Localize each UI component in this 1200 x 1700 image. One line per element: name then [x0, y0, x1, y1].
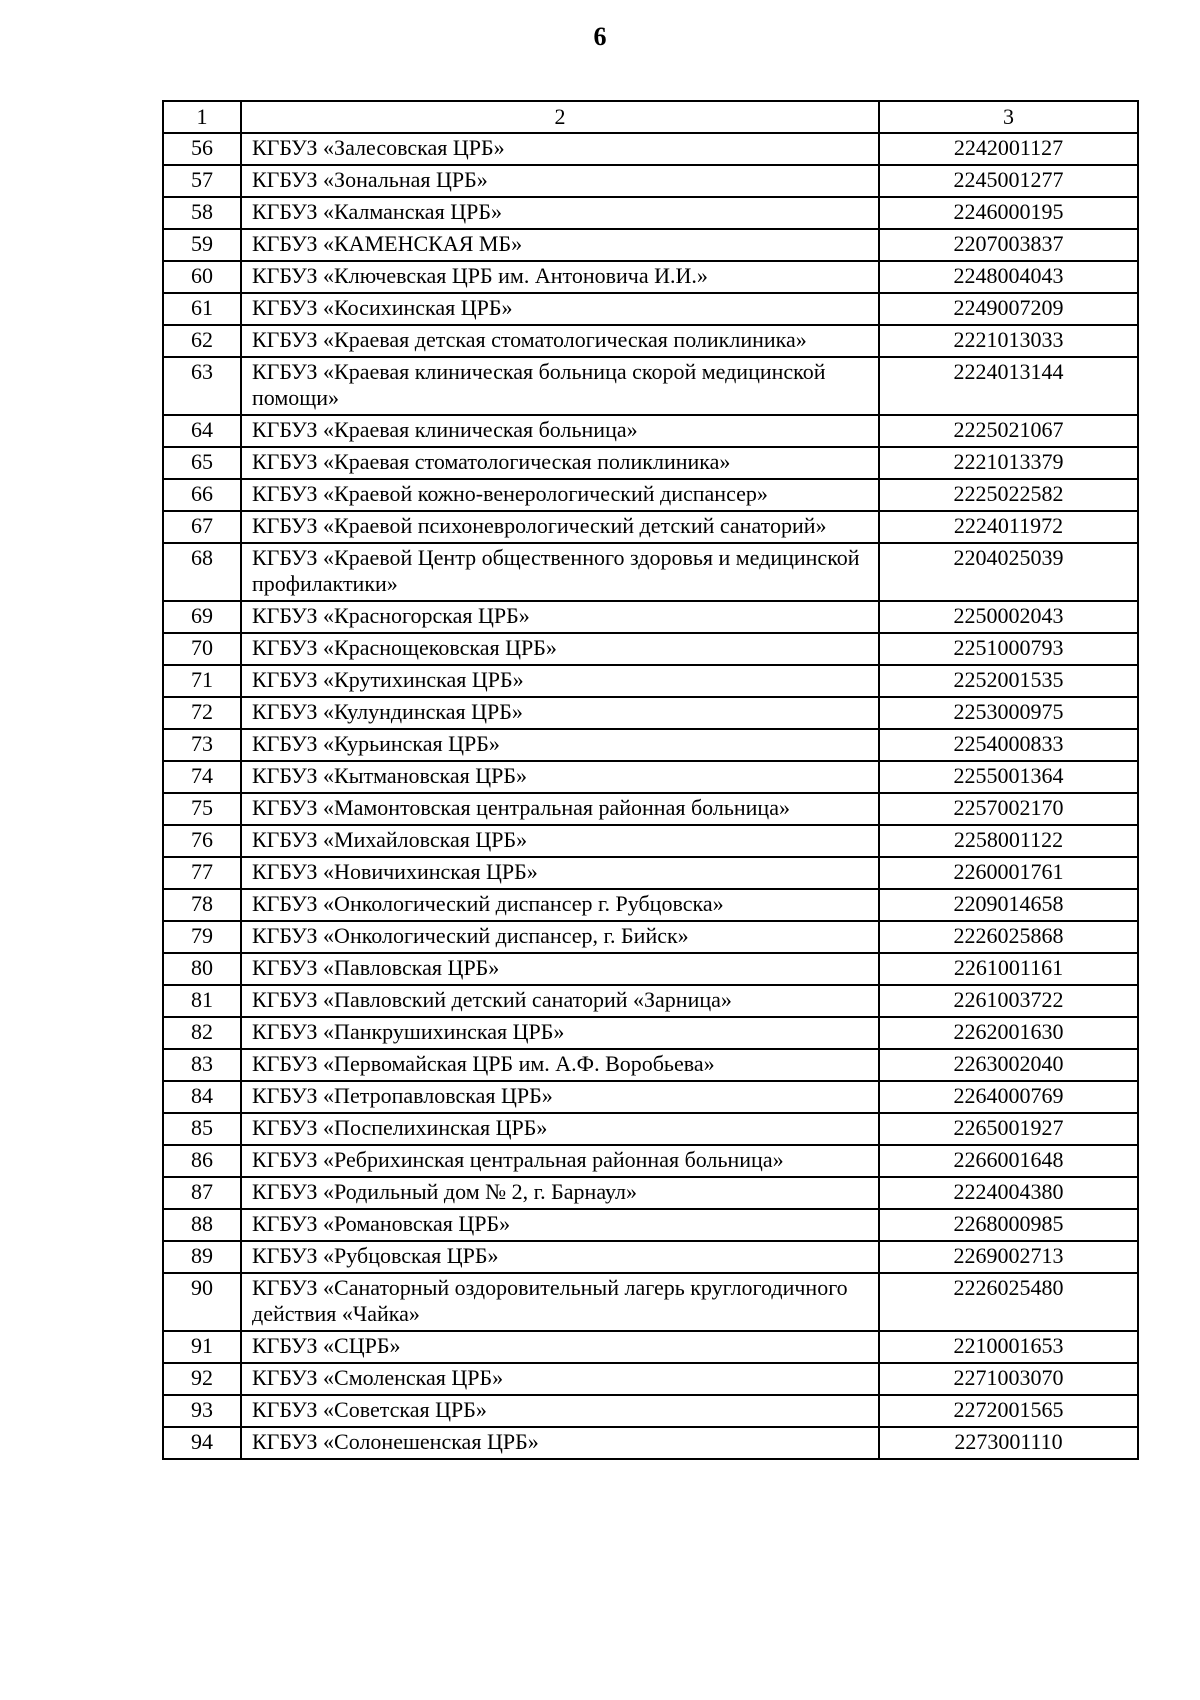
table-row	[163, 953, 1138, 985]
row-number: 56	[163, 133, 241, 165]
table-row	[163, 1241, 1138, 1273]
organization-inn: 2249007209	[879, 293, 1138, 325]
row-number: 76	[163, 825, 241, 857]
organization-name: КГБУЗ «Кулундинская ЦРБ»	[241, 697, 879, 729]
organization-inn: 2248004043	[879, 261, 1138, 293]
table-row	[163, 165, 1138, 197]
organization-name: КГБУЗ «Онкологический диспансер, г. Бийск»	[241, 921, 879, 953]
table-row	[163, 857, 1138, 889]
row-number: 77	[163, 857, 241, 889]
table-row	[163, 665, 1138, 697]
row-number: 66	[163, 479, 241, 511]
row-number: 70	[163, 633, 241, 665]
organization-inn: 2242001127	[879, 133, 1138, 165]
organization-inn: 2255001364	[879, 761, 1138, 793]
organization-inn: 2210001653	[879, 1331, 1138, 1363]
organization-name: КГБУЗ «Краевая клиническая больница скорой медицинской помощи»	[241, 357, 879, 415]
organization-inn: 2264000769	[879, 1081, 1138, 1113]
table-row	[163, 601, 1138, 633]
table-row	[163, 1395, 1138, 1427]
row-number: 82	[163, 1017, 241, 1049]
table-row	[163, 293, 1138, 325]
row-number: 93	[163, 1395, 241, 1427]
table-row	[163, 261, 1138, 293]
organization-name: КГБУЗ «Краевой кожно-венерологический диспансер»	[241, 479, 879, 511]
organization-name: КГБУЗ «Залесовская ЦРБ»	[241, 133, 879, 165]
organization-name: КГБУЗ «Краевая детская стоматологическая поликлиника»	[241, 325, 879, 357]
organization-name: КГБУЗ «Рубцовская ЦРБ»	[241, 1241, 879, 1273]
organization-inn: 2266001648	[879, 1145, 1138, 1177]
organization-name: КГБУЗ «Петропавловская ЦРБ»	[241, 1081, 879, 1113]
table-row	[163, 229, 1138, 261]
row-number: 67	[163, 511, 241, 543]
organization-name: КГБУЗ «Краевая стоматологическая поликлиника»	[241, 447, 879, 479]
organization-name: КГБУЗ «Ребрихинская центральная районная больница»	[241, 1145, 879, 1177]
table-row	[163, 985, 1138, 1017]
organization-name: КГБУЗ «Калманская ЦРБ»	[241, 197, 879, 229]
organization-inn: 2226025868	[879, 921, 1138, 953]
table-row	[163, 325, 1138, 357]
row-number: 63	[163, 357, 241, 415]
row-number: 74	[163, 761, 241, 793]
table-row	[163, 197, 1138, 229]
table-row	[163, 357, 1138, 415]
organization-name: КГБУЗ «Курьинская ЦРБ»	[241, 729, 879, 761]
row-number: 84	[163, 1081, 241, 1113]
table-row	[163, 479, 1138, 511]
organization-name: КГБУЗ «КАМЕНСКАЯ МБ»	[241, 229, 879, 261]
organization-name: КГБУЗ «СЦРБ»	[241, 1331, 879, 1363]
organization-name: КГБУЗ «Косихинская ЦРБ»	[241, 293, 879, 325]
row-number: 72	[163, 697, 241, 729]
organization-inn: 2226025480	[879, 1273, 1138, 1331]
table-row	[163, 133, 1138, 165]
organization-name: КГБУЗ «Мамонтовская центральная районная больница»	[241, 793, 879, 825]
organization-name: КГБУЗ «Зональная ЦРБ»	[241, 165, 879, 197]
column-header-name: 2	[241, 101, 879, 133]
row-number: 90	[163, 1273, 241, 1331]
organization-name: КГБУЗ «Крутихинская ЦРБ»	[241, 665, 879, 697]
column-header-number: 1	[163, 101, 241, 133]
organization-name: КГБУЗ «Краевой Центр общественного здоровья и медицинской профилактики»	[241, 543, 879, 601]
table-row	[163, 511, 1138, 543]
organization-inn: 2269002713	[879, 1241, 1138, 1273]
organization-inn: 2209014658	[879, 889, 1138, 921]
row-number: 92	[163, 1363, 241, 1395]
table-row	[163, 729, 1138, 761]
table-row	[163, 1427, 1138, 1459]
table-row	[163, 1331, 1138, 1363]
organization-inn: 2262001630	[879, 1017, 1138, 1049]
organization-inn: 2263002040	[879, 1049, 1138, 1081]
row-number: 64	[163, 415, 241, 447]
organization-name: КГБУЗ «Новичихинская ЦРБ»	[241, 857, 879, 889]
row-number: 69	[163, 601, 241, 633]
organization-name: КГБУЗ «Павловская ЦРБ»	[241, 953, 879, 985]
row-number: 57	[163, 165, 241, 197]
organization-inn: 2257002170	[879, 793, 1138, 825]
row-number: 89	[163, 1241, 241, 1273]
row-number: 68	[163, 543, 241, 601]
column-header-inn: 3	[879, 101, 1138, 133]
organization-inn: 2254000833	[879, 729, 1138, 761]
table-row	[163, 921, 1138, 953]
organization-inn: 2271003070	[879, 1363, 1138, 1395]
organization-inn: 2204025039	[879, 543, 1138, 601]
organization-name: КГБУЗ «Павловский детский санаторий «Зарница»	[241, 985, 879, 1017]
row-number: 81	[163, 985, 241, 1017]
table-row	[163, 1363, 1138, 1395]
table-body	[163, 133, 1138, 1459]
table-row	[163, 1145, 1138, 1177]
organization-inn: 2272001565	[879, 1395, 1138, 1427]
row-number: 78	[163, 889, 241, 921]
table-row	[163, 415, 1138, 447]
table-row	[163, 793, 1138, 825]
row-number: 62	[163, 325, 241, 357]
organization-inn: 2260001761	[879, 857, 1138, 889]
organization-name: КГБУЗ «Красногорская ЦРБ»	[241, 601, 879, 633]
organization-inn: 2261001161	[879, 953, 1138, 985]
organization-name: КГБУЗ «Кытмановская ЦРБ»	[241, 761, 879, 793]
table-header-row	[163, 101, 1138, 133]
organization-inn: 2250002043	[879, 601, 1138, 633]
table-row	[163, 1113, 1138, 1145]
table-row	[163, 1273, 1138, 1331]
row-number: 60	[163, 261, 241, 293]
row-number: 85	[163, 1113, 241, 1145]
row-number: 65	[163, 447, 241, 479]
table-row	[163, 1017, 1138, 1049]
organization-inn: 2224011972	[879, 511, 1138, 543]
organization-inn: 2251000793	[879, 633, 1138, 665]
organization-inn: 2246000195	[879, 197, 1138, 229]
organization-inn: 2252001535	[879, 665, 1138, 697]
organization-name: КГБУЗ «Краснощековская ЦРБ»	[241, 633, 879, 665]
organization-inn: 2245001277	[879, 165, 1138, 197]
row-number: 59	[163, 229, 241, 261]
row-number: 88	[163, 1209, 241, 1241]
organization-name: КГБУЗ «Краевой психоневрологический детский санаторий»	[241, 511, 879, 543]
row-number: 83	[163, 1049, 241, 1081]
table-row	[163, 889, 1138, 921]
organization-inn: 2268000985	[879, 1209, 1138, 1241]
organization-name: КГБУЗ «Михайловская ЦРБ»	[241, 825, 879, 857]
organization-inn: 2221013033	[879, 325, 1138, 357]
table-row	[163, 1209, 1138, 1241]
organization-name: КГБУЗ «Солонешенская ЦРБ»	[241, 1427, 879, 1459]
row-number: 91	[163, 1331, 241, 1363]
organization-inn: 2224004380	[879, 1177, 1138, 1209]
row-number: 58	[163, 197, 241, 229]
table-row	[163, 697, 1138, 729]
table-row	[163, 633, 1138, 665]
organization-inn: 2261003722	[879, 985, 1138, 1017]
table-row	[163, 761, 1138, 793]
row-number: 86	[163, 1145, 241, 1177]
organization-name: КГБУЗ «Санаторный оздоровительный лагерь круглогодичного действия «Чайка»	[241, 1273, 879, 1331]
organization-name: КГБУЗ «Первомайская ЦРБ им. А.Ф. Воробьева»	[241, 1049, 879, 1081]
organization-inn: 2221013379	[879, 447, 1138, 479]
row-number: 94	[163, 1427, 241, 1459]
organizations-table	[162, 100, 1139, 1460]
table-row	[163, 1049, 1138, 1081]
organization-name: КГБУЗ «Краевая клиническая больница»	[241, 415, 879, 447]
table-row	[163, 1081, 1138, 1113]
organization-inn: 2258001122	[879, 825, 1138, 857]
organization-name: КГБУЗ «Онкологический диспансер г. Рубцовска»	[241, 889, 879, 921]
organization-inn: 2224013144	[879, 357, 1138, 415]
table-row	[163, 543, 1138, 601]
table-row	[163, 1177, 1138, 1209]
organization-name: КГБУЗ «Родильный дом № 2, г. Барнаул»	[241, 1177, 879, 1209]
table-row	[163, 447, 1138, 479]
organization-name: КГБУЗ «Ключевская ЦРБ им. Антоновича И.И.»	[241, 261, 879, 293]
row-number: 79	[163, 921, 241, 953]
row-number: 87	[163, 1177, 241, 1209]
table-row	[163, 825, 1138, 857]
organization-inn: 2207003837	[879, 229, 1138, 261]
organization-name: КГБУЗ «Советская ЦРБ»	[241, 1395, 879, 1427]
organization-name: КГБУЗ «Смоленская ЦРБ»	[241, 1363, 879, 1395]
organization-inn: 2225022582	[879, 479, 1138, 511]
row-number: 71	[163, 665, 241, 697]
organization-inn: 2273001110	[879, 1427, 1138, 1459]
organization-name: КГБУЗ «Панкрушихинская ЦРБ»	[241, 1017, 879, 1049]
page-number: 6	[593, 22, 607, 51]
organization-inn: 2253000975	[879, 697, 1138, 729]
row-number: 75	[163, 793, 241, 825]
row-number: 80	[163, 953, 241, 985]
organization-name: КГБУЗ «Поспелихинская ЦРБ»	[241, 1113, 879, 1145]
organization-name: КГБУЗ «Романовская ЦРБ»	[241, 1209, 879, 1241]
organization-inn: 2265001927	[879, 1113, 1138, 1145]
organization-inn: 2225021067	[879, 415, 1138, 447]
row-number: 73	[163, 729, 241, 761]
row-number: 61	[163, 293, 241, 325]
